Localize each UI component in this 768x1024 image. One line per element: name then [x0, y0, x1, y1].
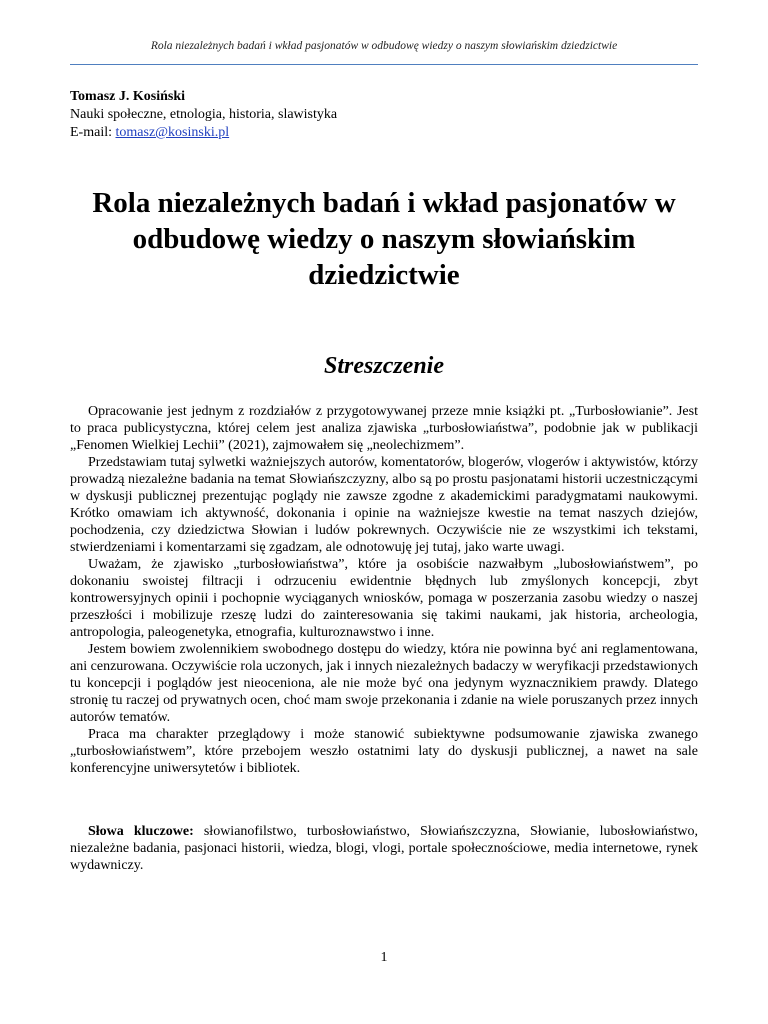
keywords: [70, 823, 698, 874]
page-number: 1: [380, 950, 388, 965]
header-rule: [70, 64, 698, 65]
abstract-paragraph: Uważam, że zjawisko „turbosłowiaństwa”, które ja osobiście nazwałbym „lubosłowiaństwem”, po dokonaniu swoistej filtracji i odrzuceniu ewidentnie błędnych lub zmyślonych koncepcji, zbyt kontrowersyjnych opinii i pochopnie wyciąganych wniosków, pomaga w poszerzania zasobu wiedzy o naszej przeszłości i mobilizuje rzeszę ludzi do zainteresowania się takimi naukami, jak historia, archeologia, antropologia, paleogenetyka, etnografia, kulturoznawstwo i inne.: [70, 557, 698, 640]
running-header: Rola niezależnych badań i wkład pasjonatów w odbudowę wiedzy o naszym słowiańskim dziedzictwie: [150, 40, 618, 52]
abstract-paragraph: Opracowanie jest jednym z rozdziałów z przygotowywanej przeze mnie książki pt. „Turbosłowianie”. Jest to praca publicystyczna, której celem jest analiza zjawiska „turbosłowiaństwa”, podobnie jak w publikacji „Fenomen Wielkiej Lechii” (2021), zajmowałem się „neolechizmem”.: [70, 404, 698, 453]
abstract-paragraph: Przedstawiam tutaj sylwetki ważniejszych autorów, komentatorów, blogerów, vlogerów i aktywistów, którzy prowadzą niezależne badania na temat Słowiańszczyzny, albo są po prostu pasjonatami historii uczestniczącymi w dyskusji publicznej prezentując poglądy nie zawsze zgodne z akademickimi paradygmatami naukowymi. Krótko omawiam ich aktywność, dokonania i opinie na ważniejsze kwestie na temat naszych dziejów, pochodzenia, czy dziedzictwa Słowian i ludów pokrewnych. Oczywiście nie ze wszystkimi ich tekstami, stwierdzeniami i komentarzami się zgadzam, ale odnotowuję jej tutaj, jako warte uwagi.: [70, 455, 698, 555]
author-fields: Nauki społeczne, etnologia, historia, slawistyka: [70, 107, 338, 122]
abstract-paragraph: Praca ma charakter przeglądowy i może stanowić subiektywne podsumowanie zjawiska zwanego „turbosłowiaństwem”, które przebojem weszło ostatnimi laty do dyskusji publicznej, a nawet na sale konferencyjne uniwersytetów i bibliotek.: [70, 727, 698, 776]
author-block: [70, 88, 337, 142]
author-email-line: [70, 124, 337, 142]
document-title: Rola niezależnych badań i wkład pasjonatów w odbudowę wiedzy o naszym słowiańskim dziedzictwie: [92, 187, 676, 291]
abstract-heading: Streszczenie: [324, 353, 444, 379]
abstract-body: [70, 403, 698, 777]
keywords-text: słowianofilstwo, turbosłowiaństwo, Słowiańszczyzna, Słowianie, lubosłowiaństwo, niezależne badania, pasjonaci historii, wiedza, blogi, vlogi, portale społecznościowe, media internetowe, rynek wydawniczy.: [70, 824, 698, 873]
email-link[interactable]: tomasz@kosinski.pl: [115, 125, 230, 140]
email-label: E-mail:: [70, 125, 112, 140]
keywords-label: Słowa kluczowe:: [88, 824, 194, 839]
author-name: Tomasz J. Kosiński: [70, 89, 186, 104]
abstract-paragraph: Jestem bowiem zwolennikiem swobodnego dostępu do wiedzy, która nie powinna być ani reglamentowana, ani cenzurowana. Oczywiście rola uczonych, jak i innych niezależnych badaczy w weryfikacji przedstawionych tu koncepcji i poglądów jest nieoceniona, ale nie może być ona jedynym wyznacznikiem prawdy. Dlatego stronię tu raczej od prywatnych ocen, choć mam swoje przekonania i zdanie na wiele poruszanych przez innych autorów tematów.: [70, 642, 698, 725]
